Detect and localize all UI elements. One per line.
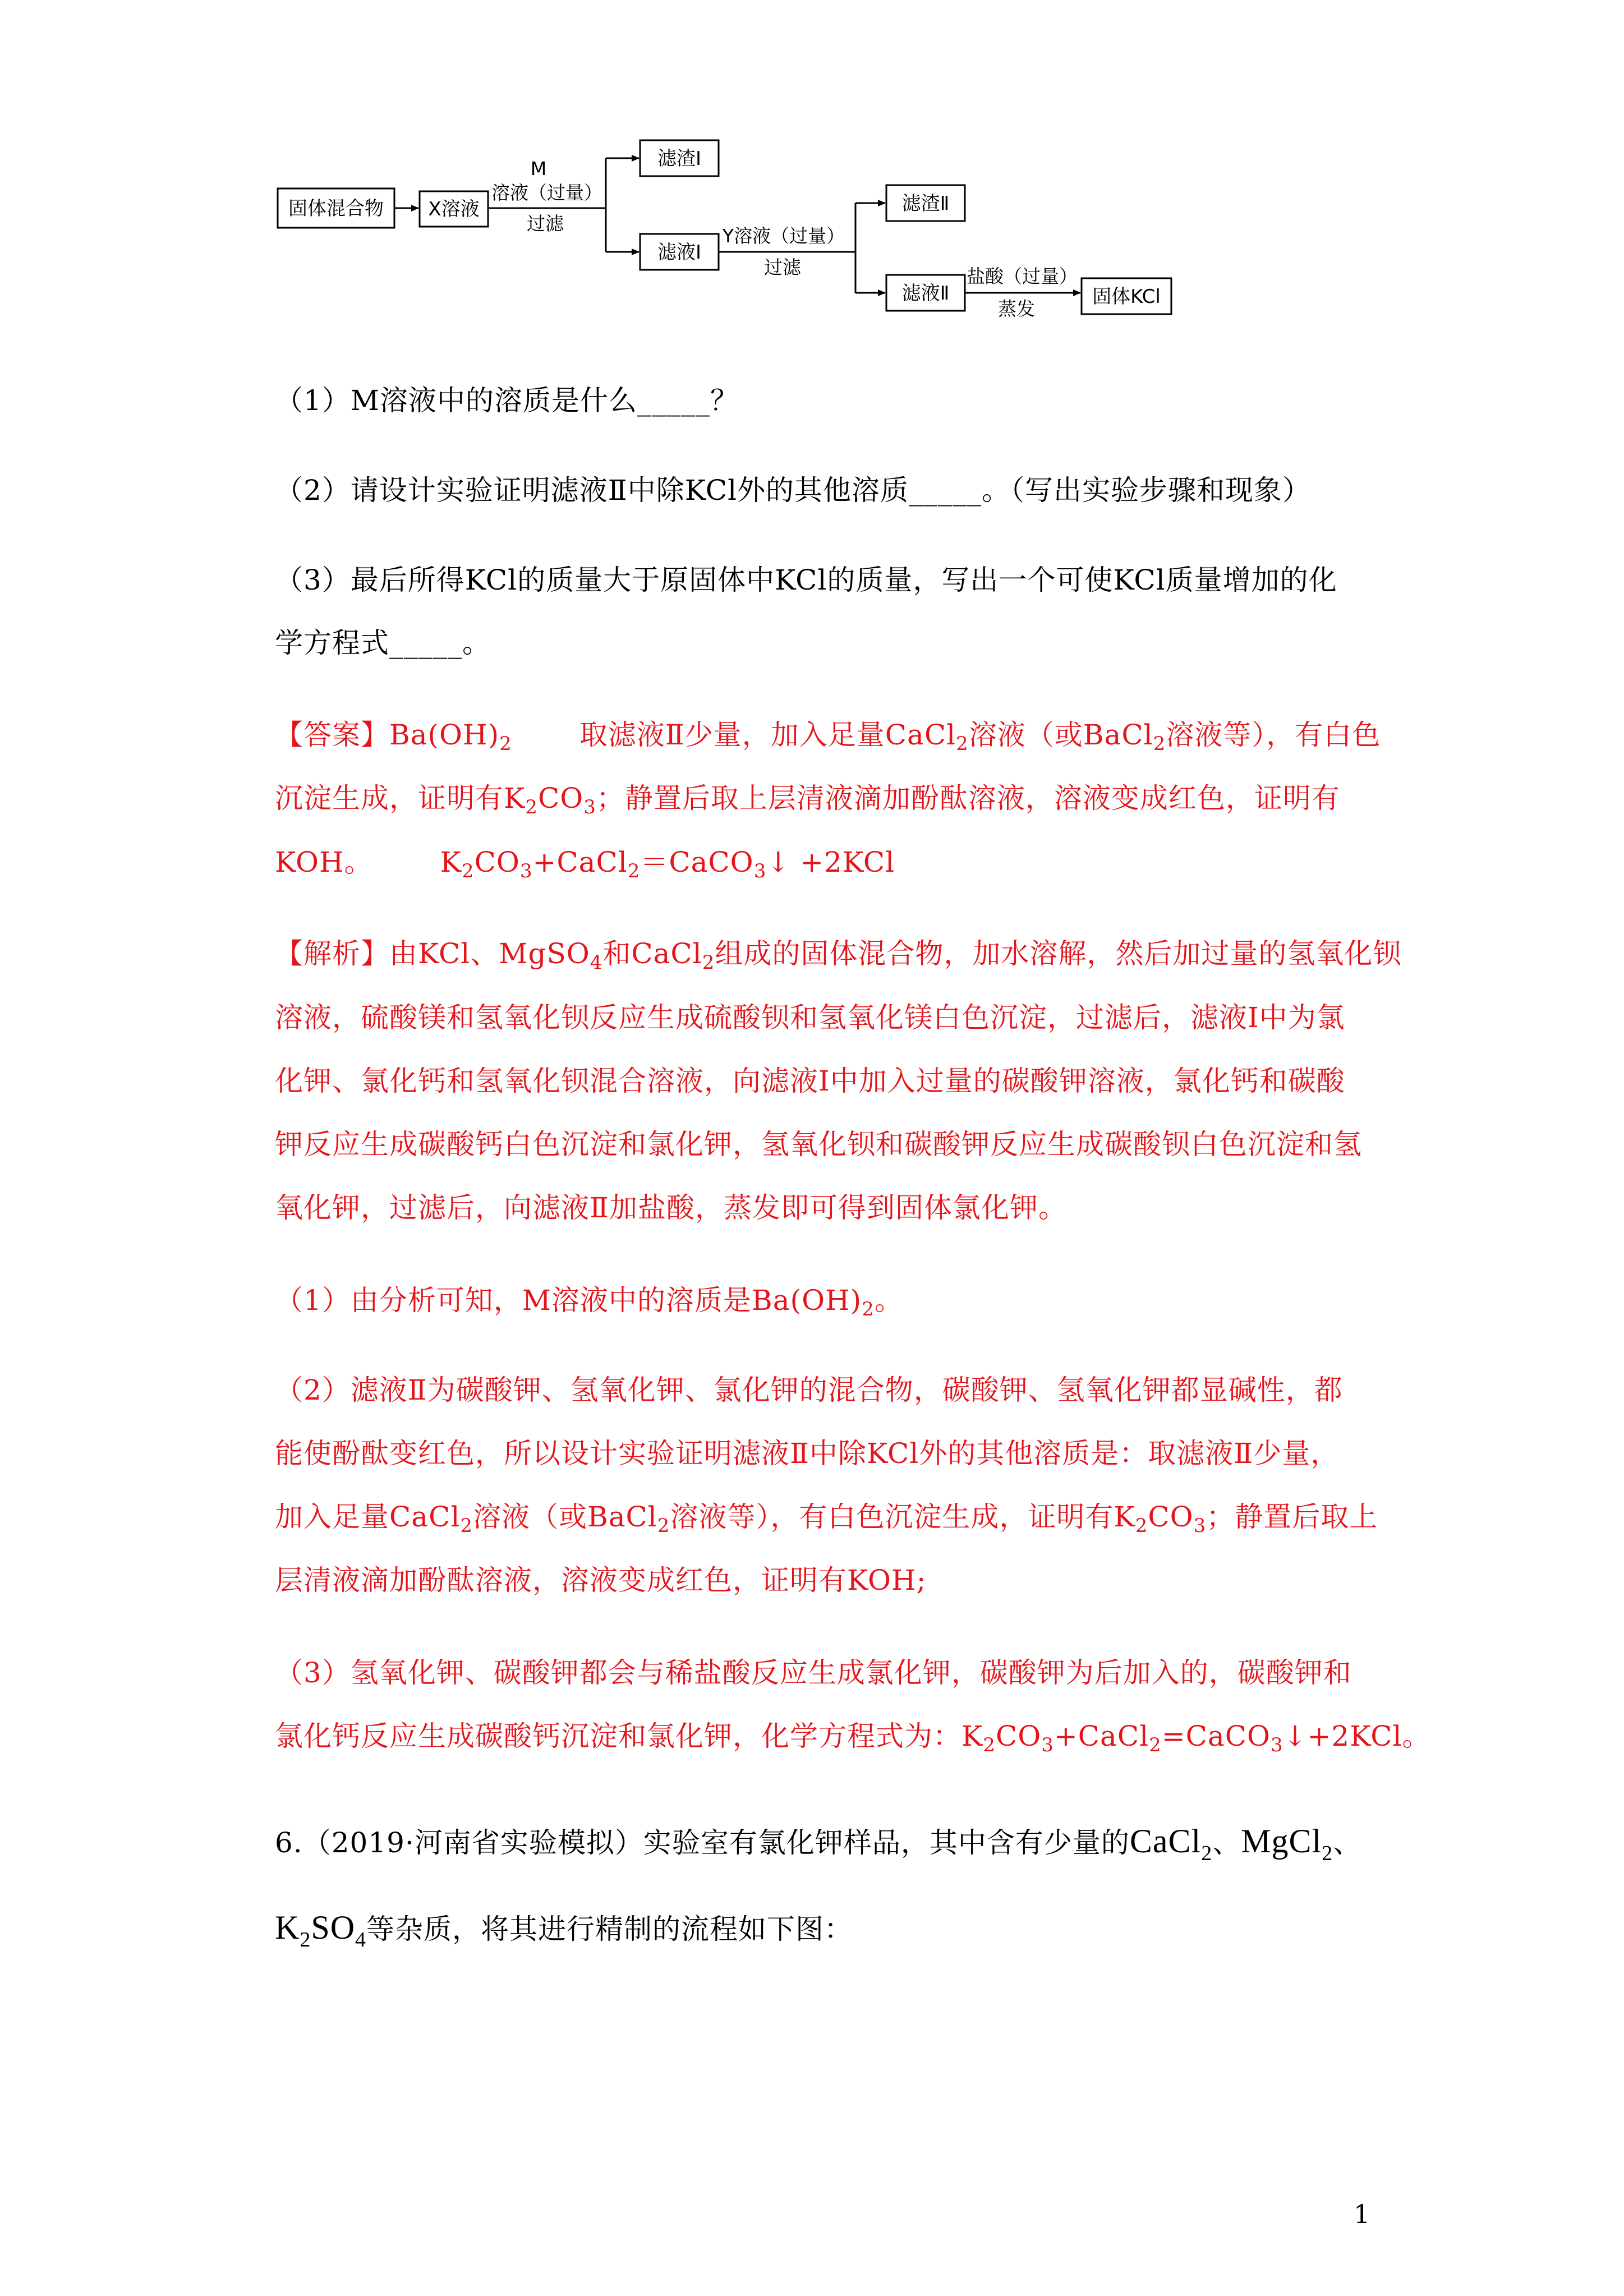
filter-2-label: 过滤 — [764, 256, 801, 278]
analysis-line-5: 氧化钾，过滤后，向滤液Ⅱ加盐酸，蒸发即可得到固体氯化钾。 — [275, 1191, 1067, 1224]
residue-1-text: 滤渣Ⅰ — [657, 148, 702, 170]
filtrate-2-text: 滤液Ⅱ — [901, 282, 950, 305]
residue-2-text: 滤渣Ⅱ — [901, 192, 950, 215]
solid-mixture-text: 固体混合物 — [288, 197, 384, 220]
answer-tag: 【答案】 — [275, 719, 389, 751]
m-label: M — [530, 158, 547, 180]
solid-kcl-text: 固体KCl — [1092, 286, 1161, 308]
answer-line-3: KOH。 $K_2CO_3+CaCl_2=CaCO_3↓ +2KCl$ — [275, 846, 895, 882]
analysis-part-2-line-4: 层清液滴加酚酞溶液，溶液变成红色，证明有KOH; — [275, 1564, 927, 1596]
question-3-line-2: 学方程式_____。 — [275, 627, 491, 659]
analysis-part-1: （1）由分析可知，M溶液中的溶质是$Ba(OH)_2$。 — [275, 1284, 903, 1320]
analysis-part-3-line-1: （3）氢氧化钾、碳酸钾都会与稀盐酸反应生成氯化钾，碳酸钾为后加入的，碳酸钾和 — [275, 1657, 1352, 1689]
formula-cacl2: CaCl$_2$ — [1129, 1823, 1213, 1865]
question-3-line-1: （3）最后所得KCl的质量大于原固体中KCl的质量，写出一个可使KCl质量增加的化 — [275, 564, 1337, 596]
analysis-part-2-line-3: 加入足量CaCl$_2$溶液（或BaCl$_2$溶液等），有白色沉淀生成，证明有$K_2CO_3$；静置后取上 — [275, 1501, 1378, 1537]
filtrate-1-text: 滤液Ⅰ — [657, 241, 702, 264]
analysis-part-3-line-2: 氯化钙反应生成碳酸钙沉淀和氯化钾，化学方程式为：$K_2CO_3+CaCl_2=CaCO_3↓+2KCl$。 — [275, 1720, 1431, 1756]
answer-equation: $K_2CO_3+CaCl_2=CaCO_3↓ +2KCl$ — [440, 846, 895, 882]
page-number: 1 — [1354, 2199, 1370, 2229]
process-flowchart — [0, 0, 1624, 348]
analysis-part-2-line-2: 能使酚酞变红色，所以设计实验证明滤液Ⅱ中除KCl外的其他溶质是：取滤液Ⅱ少量， — [275, 1437, 1340, 1470]
filter-1-label: 过滤 — [527, 213, 564, 234]
answer-line-1: 【答案】$Ba(OH)_2$ 取滤液Ⅱ少量，加入足量CaCl$_2$溶液（或BaCl$_2$溶液等），有白色 — [275, 719, 1381, 755]
analysis-line-1: 【解析】由KCl、MgSO$_4$和CaCl$_2$组成的固体混合物，加水溶解，然后加过量的氢氧化钡 — [275, 937, 1402, 974]
question-2: （2）请设计实验证明滤液Ⅱ中除KCl外的其他溶质_____。（写出实验步骤和现象） — [275, 474, 1312, 507]
formula-k2so4: $K_2SO_4$ — [275, 1909, 367, 1952]
y-solution-label: Y溶液（过量） — [722, 225, 845, 247]
analysis-line-3: 化钾、氯化钙和氢氧化钡混合溶液，向滤液Ⅰ中加入过量的碳酸钾溶液，氯化钙和碳酸 — [275, 1065, 1345, 1097]
analysis-line-2: 溶液，硫酸镁和氢氧化钡反应生成硫酸钡和氢氧化镁白色沉淀，过滤后，滤液Ⅰ中为氯 — [275, 1001, 1345, 1034]
x-solution-text: X溶液 — [428, 198, 480, 220]
analysis-tag: 【解析】 — [275, 937, 389, 970]
analysis-line-4: 钾反应生成碳酸钙白色沉淀和氯化钾，氢氧化钡和碳酸钾反应生成碳酸钡白色沉淀和氢 — [275, 1128, 1362, 1161]
analysis-part-2-line-1: （2）滤液Ⅱ为碳酸钾、氢氧化钾、氯化钾的混合物，碳酸钾、氢氧化钾都显碱性，都 — [275, 1374, 1343, 1406]
problem-6-line-2: $K_2SO_4$等杂质，将其进行精制的流程如下图： — [275, 1909, 853, 1952]
m-solution-label: 溶液（过量） — [491, 182, 602, 204]
question-1: （1）M溶液中的溶质是什么_____？ — [275, 384, 739, 417]
evaporate-label: 蒸发 — [998, 298, 1035, 320]
hcl-label: 盐酸（过量） — [967, 265, 1078, 287]
problem-6-line-1: 6.（2019·河南省实验模拟）实验室有氯化钾样品，其中含有少量的CaCl$_2$、MgCl$_2$、 — [275, 1823, 1362, 1865]
formula-mgcl2: MgCl$_2$ — [1241, 1823, 1333, 1865]
answer-line-2: 沉淀生成，证明有$K_2CO_3$；静置后取上层清液滴加酚酞溶液，溶液变成红色，证明有 — [275, 782, 1340, 818]
